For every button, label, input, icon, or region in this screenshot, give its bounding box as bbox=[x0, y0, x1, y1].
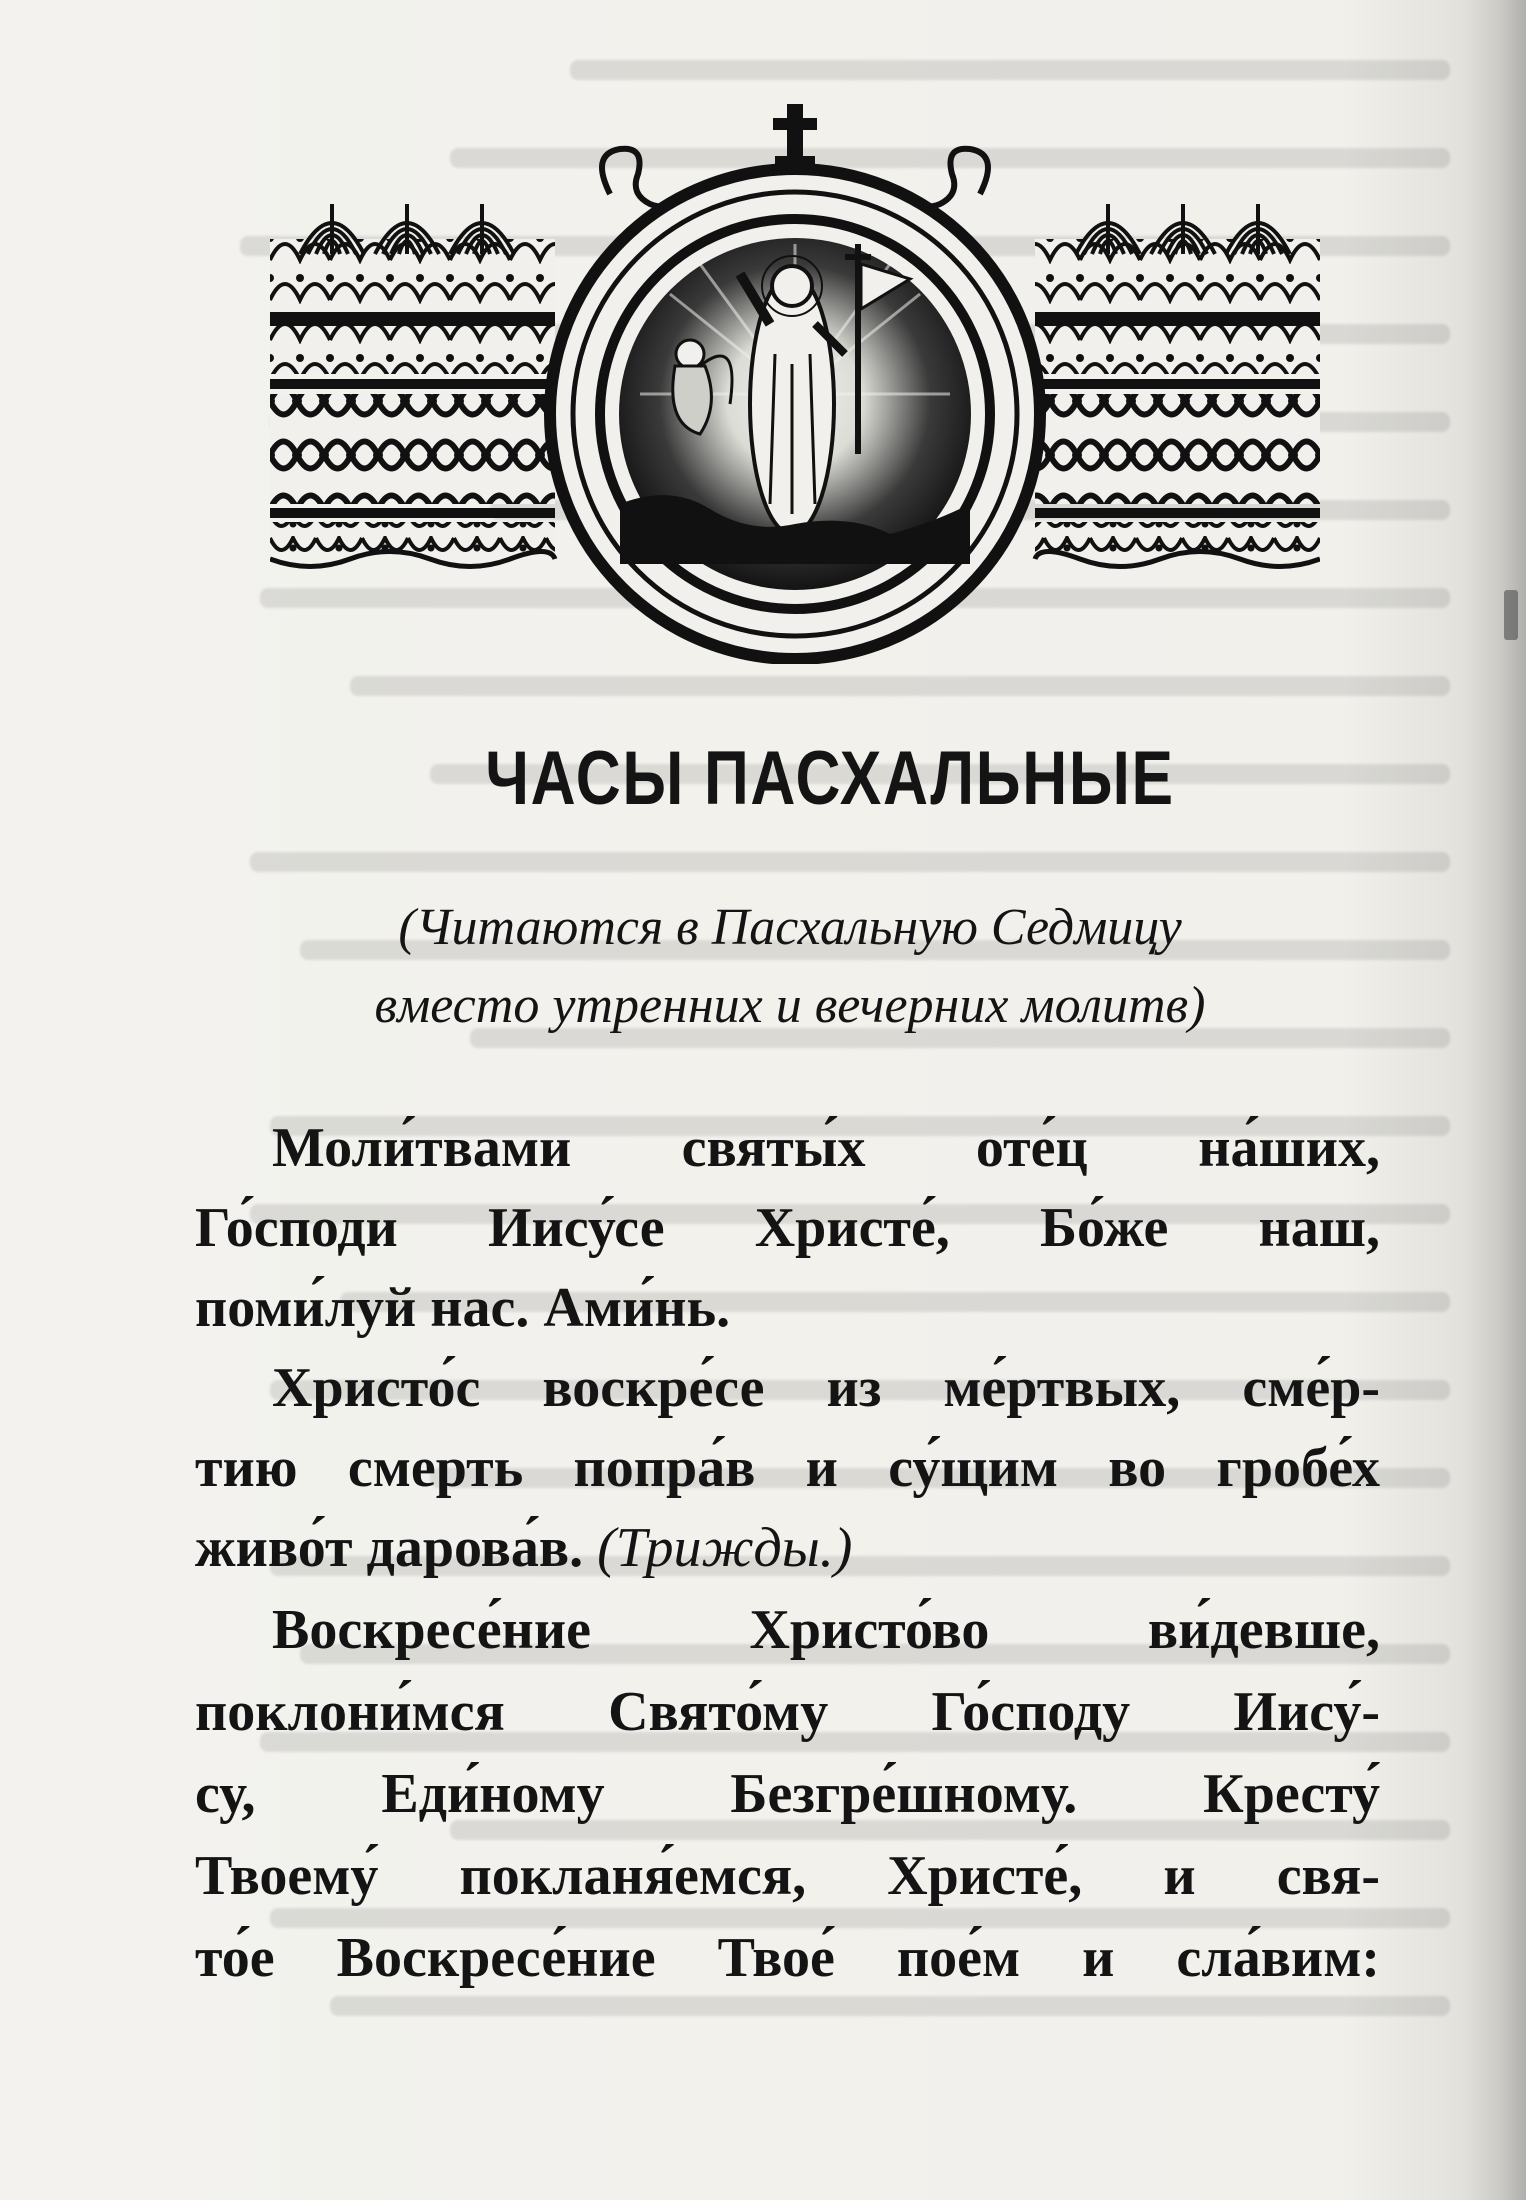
prayer-text-line: Го́споди Иису́се Христе́, Бо́же наш, bbox=[195, 1197, 1380, 1259]
subtitle-line-1: (Читаются в Пасхальную Седмицу bbox=[398, 899, 1182, 956]
show-through-line bbox=[570, 60, 1450, 80]
page-gutter-shadow bbox=[1466, 0, 1526, 2200]
subtitle-line-2: вместо утренних и вечерних молитв) bbox=[374, 977, 1206, 1034]
resurrection-medallion bbox=[550, 169, 1040, 659]
prayer-text-line: поми́луй нас. Ами́нь. bbox=[195, 1277, 731, 1339]
prayer-text-line: тию смерть попра́в и су́щим во гробе́х bbox=[195, 1437, 1380, 1499]
page-title: ЧАСЫ ПАСХАЛЬНЫЕ bbox=[485, 736, 1175, 821]
show-through-line bbox=[250, 852, 1450, 872]
left-ornament-band bbox=[270, 204, 555, 567]
top-cross-icon bbox=[773, 104, 817, 166]
prayer-text-line: Моли́твами святы́х оте́ц на́ших, bbox=[272, 1117, 1380, 1179]
prayer-text-line: то́е Воскресе́ние Твое́ пое́м и сла́вим: bbox=[195, 1927, 1380, 1989]
rubric-note: (Трижды.) bbox=[597, 1517, 853, 1579]
prayer-text-line: су, Еди́ному Безгре́шному. Кресту́ bbox=[195, 1763, 1380, 1825]
right-ornament-band bbox=[1035, 204, 1320, 567]
prayer-text-line: поклони́мся Свято́му Го́споду Иису́- bbox=[195, 1681, 1380, 1743]
show-through-line bbox=[330, 1996, 1450, 2016]
gutter-mark bbox=[1504, 590, 1518, 640]
resurrection-headpiece-ornament bbox=[270, 104, 1320, 664]
prayer-text-line: Воскресе́ние Христо́во ви́девше, bbox=[272, 1599, 1380, 1661]
show-through-line bbox=[350, 676, 1450, 696]
prayer-text: живо́т дарова́в. bbox=[195, 1517, 584, 1579]
prayer-text-line-with-note bbox=[195, 1508, 1380, 1588]
prayer-text-line: Христо́с воскре́се из ме́ртвых, сме́р- bbox=[272, 1357, 1380, 1419]
prayer-text-line: Твоему́ покланя́емся, Христе́, и свя- bbox=[195, 1845, 1380, 1907]
